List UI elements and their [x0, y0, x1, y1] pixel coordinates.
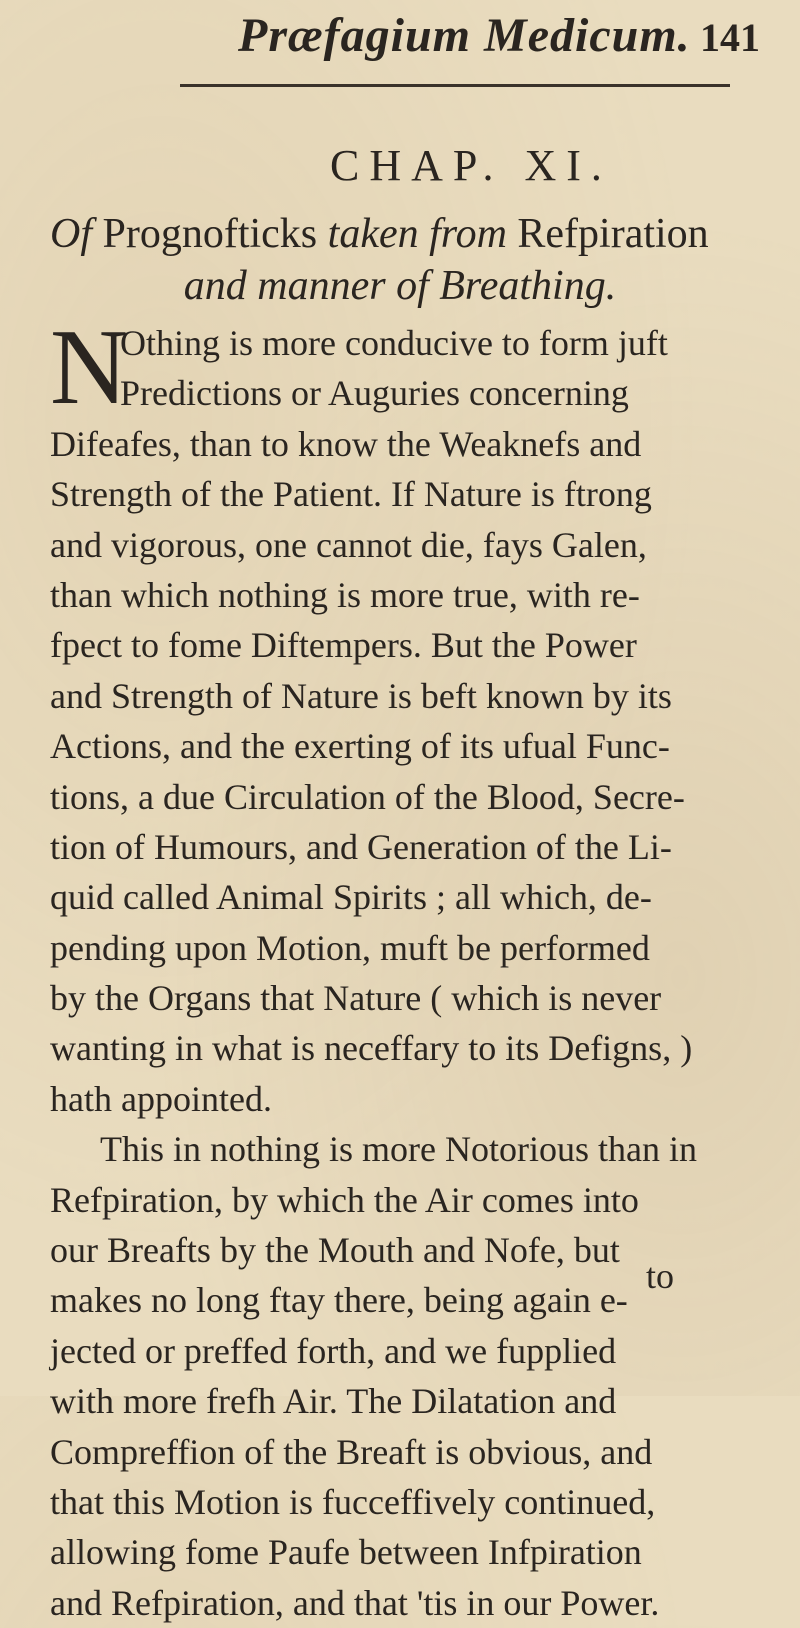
text-line: our Breafts by the Mouth and Nofe, but — [50, 1230, 620, 1271]
heading-prognosticks: Prognofticks — [102, 211, 318, 257]
text-line: that this Motion is fucceffively continued, — [50, 1481, 656, 1522]
heading-taken-from: taken from — [317, 211, 518, 257]
text-line: Compreffion of the Breaft is obvious, and — [50, 1431, 653, 1472]
text-line: tion of Humours, and Generation of the Li- — [50, 826, 672, 867]
body-text — [50, 308, 750, 1628]
text-line: Difeafes, than to know the Weaknefs and — [50, 423, 642, 464]
text-line: Strength of the Patient. If Nature is ftrong — [50, 474, 652, 515]
text-line: jected or preffed forth, and we fupplied — [50, 1330, 617, 1371]
head-rule — [180, 84, 730, 87]
text-line: tions, a due Circulation of the Blood, Secre- — [50, 776, 685, 817]
text-line: by the Organs that Nature ( which is never — [50, 978, 662, 1019]
text-line: quid called Animal Spirits ; all which, de- — [50, 877, 652, 918]
text-line: Refpiration, by which the Air comes into — [50, 1179, 639, 1220]
heading-respiration: Refpiration — [517, 211, 709, 257]
text-line: wanting in what is neceffary to its Defigns, ) — [50, 1028, 693, 1069]
text-line: and Strength of Nature is beft known by its — [50, 675, 672, 716]
text-line: Actions, and the exerting of its ufual Func- — [50, 726, 670, 767]
chapter-heading-line1 — [50, 210, 750, 258]
text-line: Othing is more conducive to form juft — [120, 323, 668, 363]
chapter-heading-line2: and manner of Breathing. — [183, 263, 617, 309]
text-line: Predictions or Auguries concerning — [120, 373, 629, 414]
catchword: to — [646, 1256, 675, 1296]
running-title: Præfagium Medicum. — [238, 9, 691, 62]
heading-of: Of — [50, 211, 103, 257]
text-line: fpect to fome Diftempers. But the Power — [50, 625, 637, 666]
chapter-label: CHAP. XI. — [330, 141, 612, 190]
drop-cap: N — [50, 308, 128, 427]
text-line: allowing fome Paufe between Infpiration — [50, 1532, 642, 1573]
text-line: makes no long ftay there, being again e- — [50, 1280, 628, 1321]
text-line: with more frefh Air. The Dilatation and — [50, 1381, 617, 1422]
text-line: pending upon Motion, muft be performed — [50, 927, 650, 968]
text-line: hath appointed. — [50, 1078, 272, 1119]
text-line: and Refpiration, and that 'tis in our Power. — [50, 1582, 660, 1623]
page-number: 141 — [700, 15, 760, 60]
text-line: than which nothing is more true, with re- — [50, 574, 640, 615]
text-line: and vigorous, one cannot die, fays Galen, — [50, 524, 647, 565]
running-head — [0, 8, 800, 68]
text-line: This in nothing is more Notorious than in — [100, 1129, 697, 1170]
